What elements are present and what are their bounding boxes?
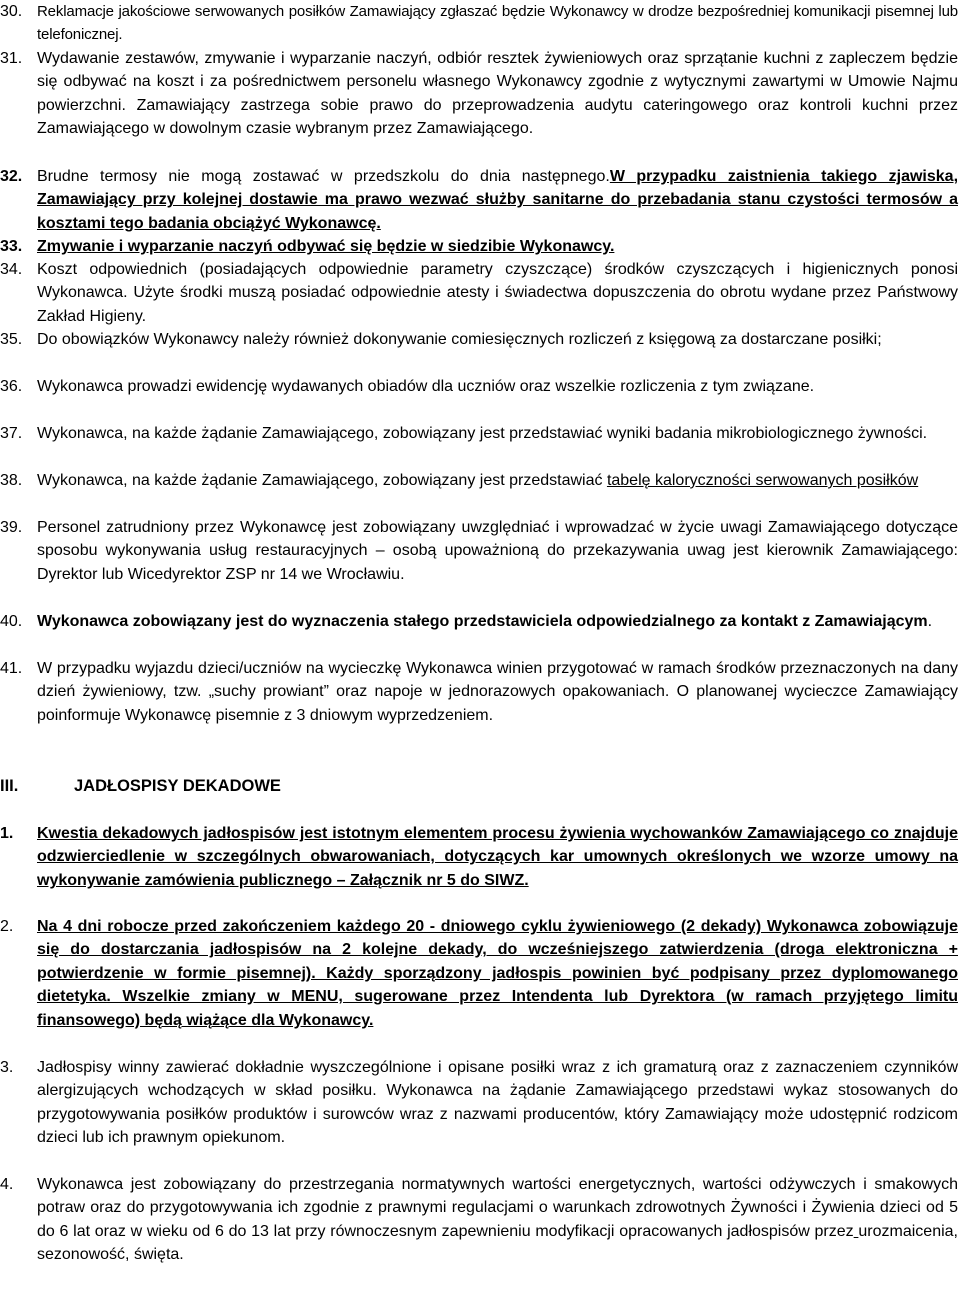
item-text-part: Wykonawca, na każde żądanie Zamawiającego, zobowiązany jest przedstawiać bbox=[37, 472, 607, 489]
point-text: Kwestia dekadowych jadłospisów jest istotnym elementem procesu żywienia wychowanków Zamawiającego co znajduje odzwierciedlenie w szczególnych obwarowaniach, dotyczących kar umownych określonych we wzorze umowy na wykonywanie zamówienia publicznego – Załącznik nr 5 do SIWZ. bbox=[37, 825, 958, 889]
list-item-41 bbox=[0, 657, 960, 727]
item-text bbox=[37, 610, 958, 633]
item-text: Koszt odpowiednich (posiadających odpowiednie parametry czyszczące) środków czyszczących i higienicznych ponosi Wykonawca. Użyte środki muszą posiadać odpowiednie atesty i świadectwa dopuszczenia do obrotu wydane przez Państwowy Zakład Higieny. bbox=[37, 261, 958, 325]
item-number: 30. bbox=[0, 3, 23, 20]
point-number: 3. bbox=[0, 1059, 14, 1076]
list-item-39 bbox=[0, 516, 960, 586]
list-item-40 bbox=[0, 610, 960, 633]
item-text-part: . bbox=[927, 613, 933, 630]
item-number: 36. bbox=[0, 378, 23, 395]
point-text bbox=[37, 1173, 958, 1267]
list-item-33 bbox=[0, 235, 960, 258]
item-text-bold-underlined: W przypadku zaistnienia takiego zjawiska, Zamawiający przy kolejnej dostawie ma prawo wezwać służby sanitarne do przebadania stanu czystości termosów a kosztami tego badania obciążyć Wykonawcę. bbox=[37, 168, 959, 232]
point-2 bbox=[0, 915, 960, 1032]
item-text: Wykonawca, na każde żądanie Zamawiającego, zobowiązany jest przedstawiać wyniki badania mikrobiologicznego żywności. bbox=[37, 425, 928, 442]
item-number: 34. bbox=[0, 261, 23, 278]
item-text-underlined: tabelę kaloryczności serwowanych posiłków bbox=[606, 472, 919, 489]
item-number: 37. bbox=[0, 425, 23, 442]
item-number: 33. bbox=[0, 238, 23, 255]
point-text: Jadłospisy winny zawierać dokładnie wyszczególnione i opisane posiłki wraz z ich gramaturą oraz z zaznaczeniem czynników alergizujących wchodzących w skład posiłku. Wykonawca na żądanie Zamawiającego przedstawi wykaz stosowanych do przygotowywania posiłków produktów i surowców wraz z nazwami producentów, który Zamawiający może udostępnić rodzicom dzieci lub ich prawnym opiekunom. bbox=[37, 1059, 958, 1147]
item-text-part: Wydawanie zestawów, zmywanie i wyparzanie naczyń, odbiór resztek żywieniowych oraz sprzątanie kuchni z zapleczem będzie się odbywać na koszt i za pośrednictwem personelu własnego Wykonawcy zgodnie z wytycznymi zawartymi w Umowie Najmu powierzchni. bbox=[37, 50, 958, 114]
item-number: 38. bbox=[0, 472, 23, 489]
point-1 bbox=[0, 822, 960, 892]
section-number: III. bbox=[0, 777, 19, 795]
item-text bbox=[37, 165, 958, 235]
list-item-37 bbox=[0, 422, 960, 445]
item-number: 39. bbox=[0, 519, 23, 536]
item-number: 41. bbox=[0, 660, 23, 677]
point-number: 2. bbox=[0, 918, 14, 935]
point-text-part: Wykonawca jest zobowiązany do przestrzegania normatywnych wartości energetycznych, wartości odżywczych i smakowych potraw oraz do przygotowywania ich zgodnie z prawnymi regulacjami o warunkach zdrowotnych Żywności i Żywienia dzieci od 5 do 6 lat oraz w wieku od 6 do 13 lat przy równoczesnym zapewnieniu modyfikacji opracowanych jadłospisów przez bbox=[37, 1176, 958, 1240]
section-title: JADŁOSPISY DEKADOWE bbox=[74, 777, 281, 795]
item-text bbox=[37, 469, 958, 492]
item-text: W przypadku wyjazdu dzieci/uczniów na wycieczkę Wykonawca winien przygotować w ramach środków przeznaczonych na dany dzień żywieniowy, tzw. „suchy prowiant” oraz napoje w jednorazowych opakowaniach. O planowanej wycieczce Zamawiający poinformuje Wykonawcę pisemnie z 3 dniowym wyprzedzeniem. bbox=[37, 660, 958, 724]
item-text-part: Zamawiający zastrzega sobie prawo do przeprowadzenia audytu cateringowego oraz kontroli kuchni przez Zamawiającego w dowolnym czasie wybranym przez Zamawiającego. bbox=[37, 96, 958, 138]
item-text: Wykonawca prowadzi ewidencję wydawanych obiadów dla uczniów oraz wszelkie rozliczenia z tym związane. bbox=[37, 378, 815, 395]
item-number: 35. bbox=[0, 331, 23, 348]
point-text-part: urozmaicenia, sezonowość, święta. bbox=[37, 1222, 958, 1264]
list-item-38 bbox=[0, 469, 960, 492]
list-item-36 bbox=[0, 375, 960, 398]
point-4 bbox=[0, 1173, 960, 1267]
list-item-31 bbox=[0, 47, 960, 141]
item-text: Reklamacje jakościowe serwowanych posiłków Zamawiający zgłaszać będzie Wykonawcy w drodze bezpośredniej komunikacji pisemnej lub telefonicznej. bbox=[37, 3, 958, 44]
item-text: Do obowiązków Wykonawcy należy również dokonywanie comiesięcznych rozliczeń z księgową za dostarczane posiłki; bbox=[37, 331, 882, 348]
item-text bbox=[37, 47, 958, 141]
item-text: Zmywanie i wyparzanie naczyń odbywać się będzie w siedzibie Wykonawcy. bbox=[37, 238, 615, 255]
item-text-part: Brudne termosy nie mogą zostawać w przedszkolu do dnia następnego. bbox=[37, 168, 610, 185]
item-text-bold: Wykonawca zobowiązany jest do wyznaczenia stałego przedstawiciela odpowiedzialnego za kontakt z Zamawiającym bbox=[37, 613, 928, 630]
list-item-32 bbox=[0, 165, 960, 235]
item-number: 40. bbox=[0, 613, 23, 630]
item-number: 31. bbox=[0, 50, 23, 67]
list-item-35 bbox=[0, 328, 960, 351]
point-text: Na 4 dni robocze przed zakończeniem każdego 20 - dniowego cyklu żywieniowego (2 dekady) Wykonawca zobowiązuje się do dostarczania jadłospisów na 2 kolejne dekady, do wcześniejszego zatwierdzenia (droga elektroniczna + potwierdzenie w formie pisemnej). Każdy sporządzony jadłospis powinien być podpisany przez dyplomowanego dietetyka. Wszelkie zmiany w MENU, sugerowane przez Intendenta lub Dyrektora (w ramach przyjętego limitu finansowego) będą wiążące dla Wykonawcy. bbox=[37, 918, 958, 1029]
item-text: Personel zatrudniony przez Wykonawcę jest zobowiązany uwzględniać i wprowadzać w życie uwagi Zamawiającego dotyczące sposobu wykonywania usług restauracyjnych – osobą upoważnioną do przekazywania uwag jest kierownik Zamawiającego: Dyrektor lub Wicedyrektor ZSP nr 14 we Wrocławiu. bbox=[37, 519, 958, 583]
list-item-34 bbox=[0, 258, 960, 328]
point-number: 1. bbox=[0, 825, 14, 842]
item-number: 32. bbox=[0, 168, 23, 185]
point-3 bbox=[0, 1056, 960, 1150]
list-item-30 bbox=[0, 0, 960, 47]
point-number: 4. bbox=[0, 1176, 14, 1193]
